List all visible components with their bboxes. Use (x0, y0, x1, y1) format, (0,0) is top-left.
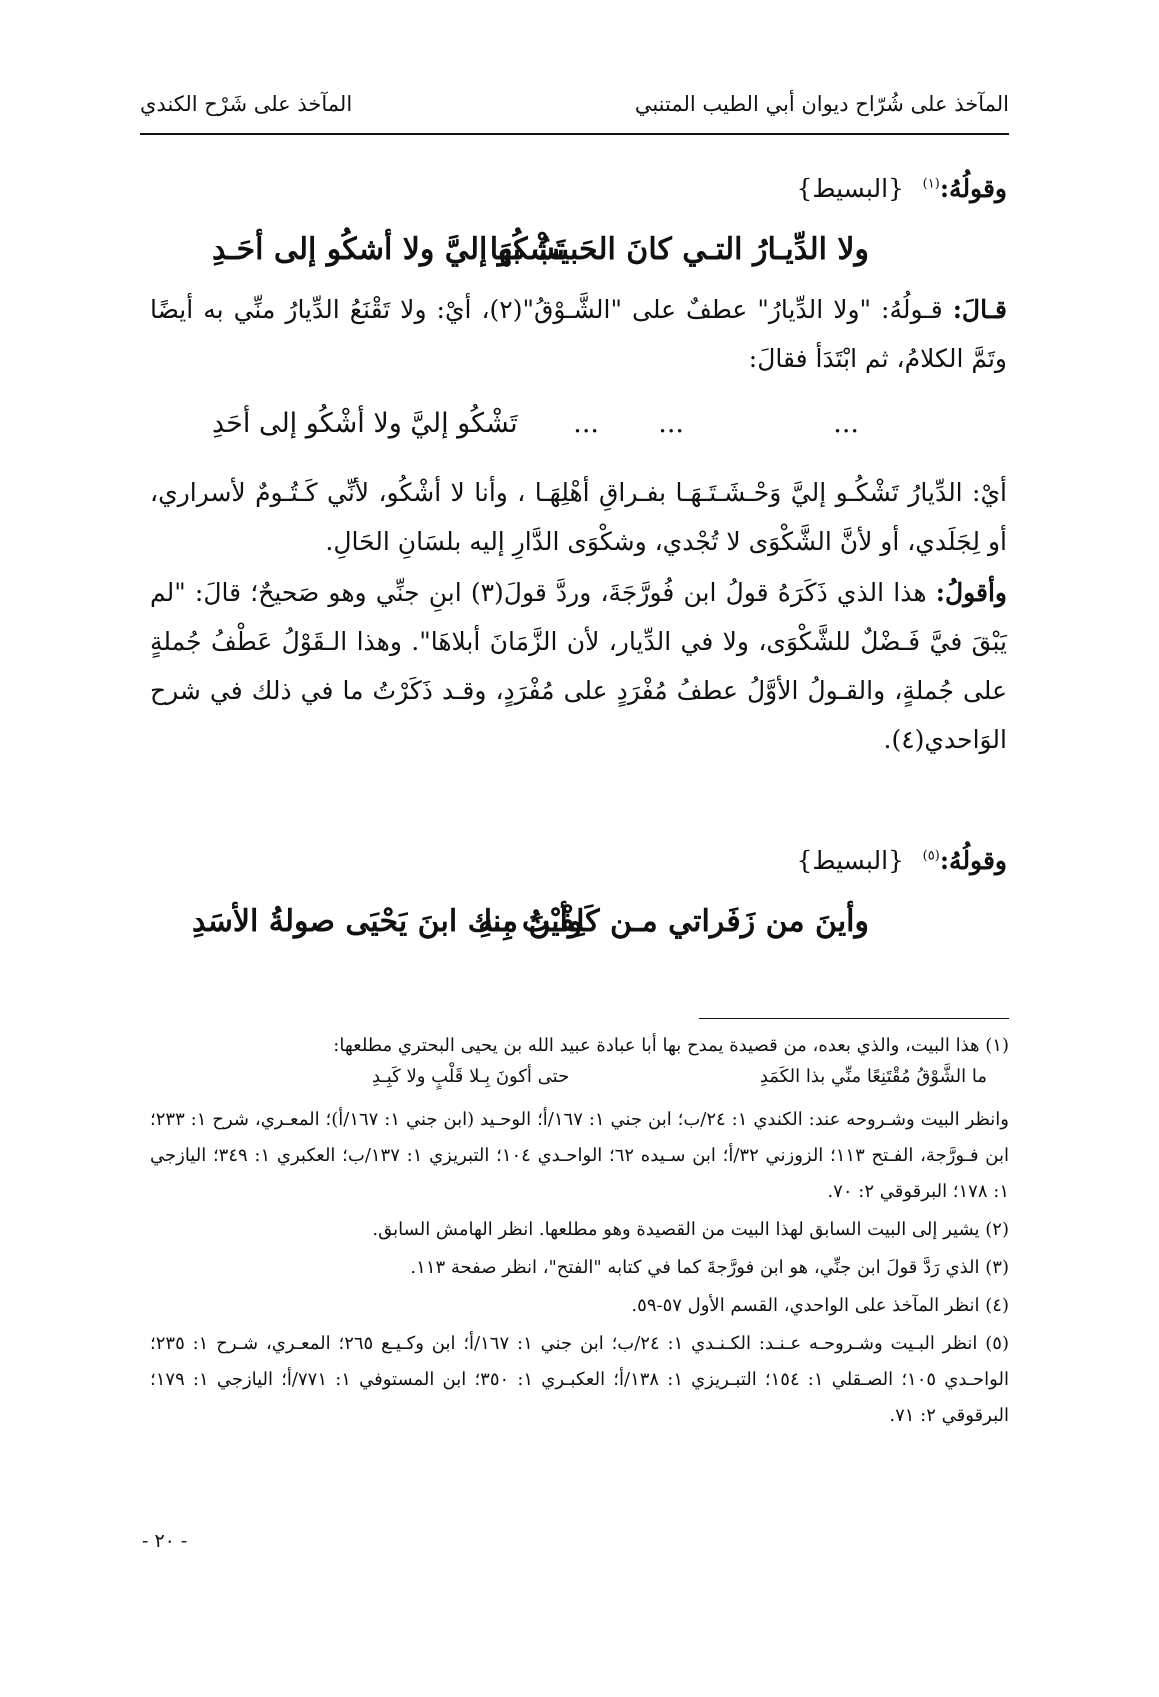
entry1-author-text: هذا الذي ذَكَرَهُ قولُ ابن فُورَّجَةَ، وردَّ قولَ(٣) ابنِ جنِّي وهو صَحيحٌ؛ قالَ: "لم يَبْقَ فيَّ فَـضْلٌ للشَّكْوَى، ولا في الدِّيار، لأن الزَّمَانَ أبلاهَا". وهذا الـقَوْلُ عَطْفُ جُملةٍ على جُملةٍ، والقـولُ الأوَّلُ عطفُ مُفْرَدٍ على مُفْرَدٍ، وقـد ذَكَرْتُ ما في ذلك في شرح الوَاحدي(٤). (150, 578, 1007, 754)
entry2-intro (150, 846, 1007, 875)
footnote-2: (٢) يشير إلى البيت السابق لهذا البيت من القصيدة وهو مطلعها. انظر الهامش السابق. (372, 1219, 1009, 1240)
footnote-5: (٥) انظر البـيت وشـروحـه عـنـد: الكـنـدي ١: ٢٤/ب؛ ابن جني ١: ١٦٧/أ؛ ابن وكـيـع ٢٦٥؛ المعـري، شـرح ١: ٢٣٥؛ الواحـدي ١٠٥؛ الصـقلي ١: ١٥٤؛ التبـريزي ١: ١٣٨/أ؛ العكبـري ١: ٣٥٠؛ ابن المستوفي ١: ٧٧١/أ؛ اليازجي ١: ١٧٩؛ البرقوقي ٢: ٧١. (150, 1333, 1009, 1426)
entry1-commentary-paragraph (150, 285, 1007, 383)
entry2-verse-first-hemistich: وأينَ من زَفَراتي مـن كَلِفْـتُ بِـهِ (478, 904, 869, 939)
page-number: - ٢٠ - (142, 1530, 188, 1552)
header-section-title: المآخذ على شَرْح الكندي (140, 92, 353, 116)
entry2-meter: {البسيط} (796, 846, 904, 875)
quote-dots-c: ... (573, 408, 599, 439)
footnote-1-verse-first: ما الشَّوْقُ مُقْتَنِعًا منِّي بذا الكَمَدِ (759, 1066, 987, 1087)
footnote-1-verse-second: حتى أكونَ بِـلا قَلْبٍ ولا كَبِـدِ (372, 1066, 570, 1087)
quote-dots-a: ... (833, 408, 859, 439)
entry1-intro (150, 174, 1007, 203)
quote-hemistich: تَشْكُو إليَّ ولا أشْكُو إلى أحَدِ (212, 408, 518, 439)
entry1-author-lead: وأقولُ: (935, 578, 1007, 607)
entry1-author-comment-paragraph (150, 568, 1007, 764)
entry1-note-ref: (١) (922, 176, 940, 192)
running-header (140, 92, 1009, 132)
entry1-intro-label: وقولُهُ: (939, 174, 1007, 203)
entry1-commentary-lead: قـالَ: (952, 295, 1007, 324)
entry2-intro-label: وقولُهُ: (939, 846, 1007, 875)
footnote-1-line1: (١) هذا البيت، والذي بعده، من قصيدة يمدح بها أبا عبادة عبيد الله بن يحيى البحتري مطلعها: (333, 1035, 1009, 1056)
entry1-meter: {البسيط} (796, 174, 904, 203)
entry2-verse-second-hemistich: وأيْنَ منك ابنَ يَحْيَى صولةُ الأسَدِ (192, 904, 583, 939)
header-rule (140, 133, 1009, 135)
footnote-3: (٣) الذي رَدَّ قولَ ابن جنِّي، هو ابن فورَّجةَ كما في كتابه "الفتح"، انظر صفحة ١١٣. (410, 1257, 1009, 1278)
header-book-title: المآخذ على شُرّاح ديوان أبي الطيب المتنبي (634, 92, 1009, 116)
quote-dots-b: ... (658, 408, 684, 439)
entry2-note-ref: (٥) (922, 848, 940, 864)
entry1-commentary-text: قـولُهُ: "ولا الدِّيارُ" عطفٌ على "الشَّـوْقُ"(٢)، أيْ: ولا تَقْنَعُ الدِّيارُ منِّي به أيضًا وتَمَّ الكلامُ، ثم ابْتَدَأ فقالَ: (150, 295, 1007, 373)
entry1-verse-first-hemistich: ولا الدِّيـارُ التـي كانَ الحَبيبُ بهَا (489, 232, 869, 267)
footnote-rule (699, 1018, 1009, 1019)
footnote-1-sources: وانظر البيت وشـروحه عند: الكندي ١: ٢٤/ب؛ ابن جني ١: ١٦٧/أ؛ الوحـيد (ابن جني ١: ١٦٧/أ)؛ المعـري، شرح ١: ٢٣٣؛ ابن فـورَّجة، الفـتح ١١٣؛ الزوزني ٣٢/أ؛ ابن سـيده ٦٢؛ الواحـدي ١٠٤؛ التبريزي ١: ١٣٧/ب؛ العكبري ١: ٣٤٩؛ اليازجي ١: ١٧٨؛ البرقوقي ٢: ٧٠. (150, 1109, 1010, 1202)
footnote-4: (٤) انظر المآخذ على الواحدي، القسم الأول ٥٧-٥٩. (631, 1295, 1009, 1316)
entry1-explanation-paragraph: أيْ: الدِّيارُ تَشْكُـو إليَّ وَحْـشَـتَـهَـا بفـراقِ أهْلِهَـا ، وأنا لا أشْكُو، لأنِّي كَـتُـومٌ لأسراري، أو لِجَلَدي، أو لأنَّ الشَّكْوَى لا تُجْدي، وشكْوَى الدَّارِ إليه بلسَانِ الحَالِ. (150, 478, 1007, 556)
entry1-verse-second-hemistich: تَشْكُو إليَّ ولا أشكُو إلى أحَـدِ (212, 232, 565, 267)
